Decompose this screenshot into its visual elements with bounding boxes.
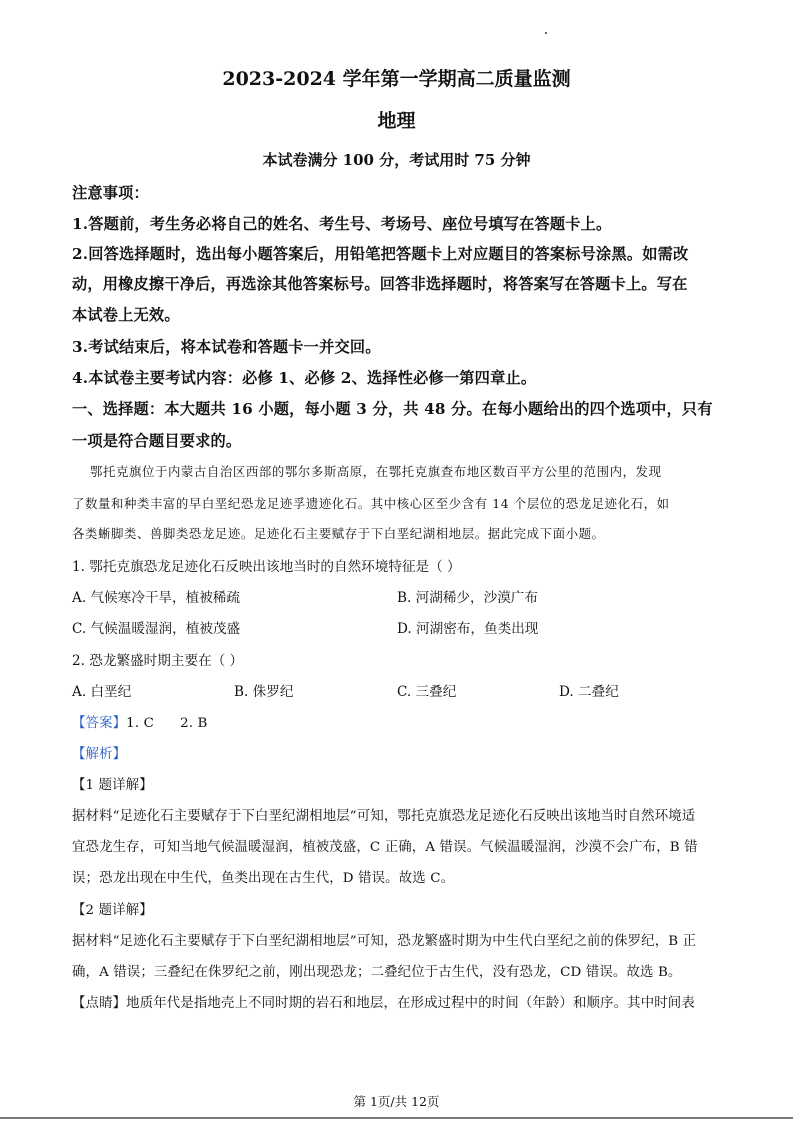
detail-2-heading: 【2 题详解】 <box>72 903 153 918</box>
detail-1-line: 据材料“足迹化石主要赋存于下白垩纪湖相地层”可知，鄂托克旗恐龙足迹化石反映出该地当时自然环境适 <box>72 809 696 824</box>
notice-line: 3.考试结束后，将本试卷和答题卡一并交回。 <box>72 338 381 356</box>
detail-1-line: 误；恐龙出现在中生代，鱼类出现在古生代，D 错误。故选 C。 <box>72 871 455 886</box>
notice-line: 2.回答选择题时，选出每小题答案后，用铅笔把答题卡上对应题目的答案标号涂黑。如需改 <box>72 245 689 263</box>
notice-line: 1.答题前，考生务必将自己的姓名、考生号、考场号、座位号填写在答题卡上。 <box>72 215 612 233</box>
q2-option-c: C. 三叠纪 <box>397 684 457 700</box>
notice-line: 动，用橡皮擦干净后，再选涂其他答案标号。回答非选择题时，将答案写在答题卡上。写在 <box>72 275 688 293</box>
detail-2-line: 据材料“足迹化石主要赋存于下白垩纪湖相地层”可知，恐龙繁盛时期为中生代白垩纪之前的侏罗纪，B 正 <box>72 934 697 949</box>
tip-text: 地质年代是指地壳上不同时期的岩石和地层，在形成过程中的时间（年龄）和顺序。其中时间表 <box>126 996 695 1011</box>
page-footer: 第 1页/共 12页 <box>353 1094 440 1109</box>
question-1-stem: 1. 鄂托克旗恐龙足迹化石反映出该地当时的自然环境特征是（ ） <box>72 559 461 575</box>
section-heading-cont: 一项是符合题目要求的。 <box>72 432 242 450</box>
notice-line: 4.本试卷主要考试内容：必修 1、必修 2、选择性必修一第四章止。 <box>72 369 537 387</box>
question-2-stem: 2. 恐龙繁盛时期主要在（ ） <box>72 653 244 669</box>
q1-option-a: A. 气候寒冷干旱，植被稀疏 <box>72 590 240 606</box>
passage-line: 各类蜥脚类、兽脚类恐龙足迹。足迹化石主要赋存于下白垩纪湖相地层。据此完成下面小题。 <box>72 526 605 541</box>
passage-line: 鄂托克旗位于内蒙古自治区西部的鄂尔多斯高原，在鄂托克旗查布地区数百平方公里的范围内，发现 <box>90 464 662 479</box>
answer-2: 2. B <box>180 716 208 731</box>
scan-dot <box>545 32 547 34</box>
section-heading: 一、选择题：本大题共 16 小题，每小题 3 分，共 48 分。在每小题给出的四个选项中，只有 <box>72 400 713 418</box>
answer-label: 【答案】 <box>72 716 127 731</box>
exam-info: 本试卷满分 100 分，考试用时 75 分钟 <box>262 151 531 169</box>
answer-line <box>72 712 208 731</box>
detail-1-line: 宜恐龙生存，可知当地气候温暖湿润，植被茂盛，C 正确，A 错误。气候温暖湿润，沙漠不会广布，B 错 <box>72 840 698 855</box>
q1-option-b: B. 河湖稀少，沙漠广布 <box>397 590 538 606</box>
q2-option-b: B. 侏罗纪 <box>234 684 294 700</box>
passage-line: 了数量和种类丰富的早白垩纪恐龙足迹孚遗迹化石。其中核心区至少含有 14 个层位的恐龙足迹化石，如 <box>72 496 670 511</box>
q1-option-d: D. 河湖密布，鱼类出现 <box>397 621 539 637</box>
tip-line <box>72 992 695 1011</box>
answer-1: 1. C <box>126 716 155 731</box>
notice-heading: 注意事项： <box>72 184 149 202</box>
detail-2-line: 确，A 错误；三叠纪在侏罗纪之前，刚出现恐龙；二叠纪位于古生代，没有恐龙，CD 错误。故选 B。 <box>72 965 682 980</box>
q2-option-a: A. 白垩纪 <box>72 684 132 700</box>
notice-line: 本试卷上无效。 <box>72 306 180 324</box>
q2-option-d: D. 二叠纪 <box>559 684 619 700</box>
bottom-rule <box>0 1117 793 1119</box>
detail-1-heading: 【1 题详解】 <box>72 778 153 793</box>
exam-title: 2023-2024 学年第一学期高二质量监测 <box>222 68 571 90</box>
tip-label: 【点睛】 <box>72 996 127 1011</box>
subject-title: 地理 <box>377 110 416 132</box>
analysis-label: 【解析】 <box>72 747 127 762</box>
q1-option-c: C. 气候温暖湿润，植被茂盛 <box>72 621 241 637</box>
